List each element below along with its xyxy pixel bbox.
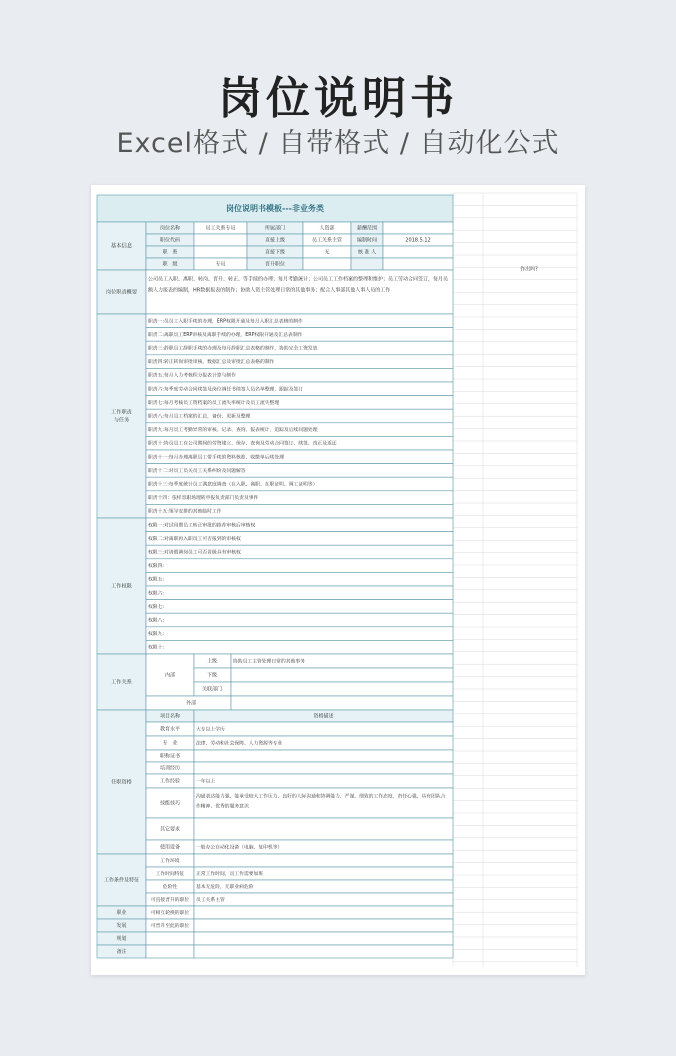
basic-info-cell: [383, 258, 453, 270]
basic-info-value: 2018.5.12: [405, 237, 431, 244]
basic-info-value: 员工关系专员: [205, 225, 236, 232]
footer-label: 备注: [116, 949, 127, 955]
basic-info-value: 晋升职位: [264, 261, 286, 268]
qual-name: 专 业: [162, 740, 178, 747]
duties-label: 与任务: [113, 417, 130, 424]
side-note: 作出吗?: [520, 266, 538, 273]
qual-desc: 一般办公自动化设备（电脑、复印机等）: [196, 845, 283, 851]
condition-name: 工作环境: [160, 859, 180, 864]
qual-desc: 一年以上: [196, 779, 216, 785]
relations-desc-cell: [231, 682, 453, 696]
duty-text: 职责四:转正转岗审批审核，数据汇总及审批汇总表格的制作: [148, 360, 275, 366]
authority-text: 权限九:: [148, 632, 165, 638]
relations-type: 关联部门: [201, 686, 223, 693]
basic-info-value: 直接下级: [264, 249, 286, 256]
basic-info-value: 人资部: [319, 225, 335, 232]
page-title: 岗位说明书: [218, 73, 458, 124]
duty-text: 职责十:协员员工在公司期间的劳资建立、保存、查询及劳动合同签订、续签、改正及返还: [148, 441, 337, 447]
condition-desc: 基本无危险，无职业病危险: [196, 885, 254, 890]
qual-name: 培训经历: [159, 765, 181, 772]
qual-desc: 作精神、优秀的服务意识: [196, 804, 249, 810]
condition-desc: 正常工作时间，员工作需要加班: [196, 872, 264, 877]
duty-text: 职责六:每季度劳动合同续签及岗位调任书续签人员名单整理，跟踪及签订: [148, 387, 304, 393]
qual-desc-cell: [194, 722, 453, 736]
basic-info-value: 员工关系主管: [311, 237, 343, 244]
hero-banner: [0, 0, 676, 170]
authority-text: 权限三:对请假调岗员工可否晋级具有审核权: [148, 550, 241, 556]
relations-desc: 协助员工主管处理日常的其他事务: [233, 659, 305, 665]
condition-name: 危险性: [162, 885, 178, 890]
footer-name-cell: [146, 932, 194, 945]
qual-desc: 法律、劳动和社会保障、人力资源等专业: [196, 741, 283, 747]
basic-info-value: 薪酬范围: [356, 225, 378, 232]
basic-info-cell: [383, 246, 453, 258]
condition-name: 工作时间特征: [155, 872, 185, 877]
basic-info-value: 职 级: [162, 261, 178, 268]
authority-text: 权限十:: [148, 645, 165, 651]
basic-info-value: 职位代码: [159, 237, 181, 244]
footer-name-cell: [146, 945, 194, 958]
relations-type: 上级: [206, 658, 218, 665]
duty-text: 职责一:员员工入职手续的办理，ERP权限开通及每月入职汇总表格的制作: [148, 319, 303, 325]
authority-row: [146, 559, 453, 573]
basic-info-cell: [351, 258, 383, 270]
duty-text: 职责三:辞职员工辞职手续的办理及每月辞职汇总表格的制作，协助完全工资发放: [148, 346, 318, 352]
page-subtitle: Excel格式 / 自带格式 / 自动化公式: [116, 128, 560, 159]
relations-external-desc: [231, 696, 453, 710]
basic-info-cell: [383, 222, 453, 234]
qual-desc-cell: [194, 818, 453, 840]
relations-type: 下级: [206, 672, 218, 679]
qual-name: 技能技巧: [159, 800, 181, 807]
authority-text: 权限四:: [148, 564, 165, 570]
footer-desc-cell: [194, 919, 453, 932]
qual-desc: 大专以上学历: [196, 727, 225, 733]
basic-info-value: 无: [324, 249, 330, 256]
relations-label: 工作关系: [111, 679, 132, 686]
authority-row: [146, 640, 453, 654]
qual-name: 其它要求: [159, 826, 181, 833]
qual-name: 教育水平: [159, 726, 181, 733]
condition-desc-cell: [194, 893, 453, 906]
authority-row: [146, 627, 453, 641]
basic-info-value: 编制时间: [356, 237, 378, 244]
qualifications-label: 任职资格: [111, 779, 132, 786]
authority-label: 工作权限: [111, 583, 132, 590]
qual-name: 使用设备: [159, 844, 181, 851]
qual-desc-cell: [194, 774, 453, 788]
footer-desc-cell: [194, 932, 453, 945]
duty-text: 职责十一:每月办理离职员工带手续的资料核准、收缴单后续处理: [148, 455, 284, 461]
basic-info-value: 岗位名称: [159, 225, 181, 232]
basic-info-cell: [194, 246, 247, 258]
footer-label: 发展: [116, 923, 127, 929]
duties-label: 工作职责: [111, 409, 132, 416]
authority-text: 权限二:对离职再入职员工可否报到的审核权: [148, 536, 241, 542]
basic-info-value: 职 系: [162, 249, 178, 256]
authority-row: [146, 600, 453, 614]
relations-external-label: 外部: [185, 700, 197, 707]
duty-text: 职责十二:对员工员关员工关系纠纷及问题解答: [148, 468, 246, 474]
qual-desc-cell: [194, 750, 453, 762]
duty-text: 职责五:每月人力考核积分报表计算与制作: [148, 373, 236, 379]
footer-label: 职业: [116, 910, 127, 916]
qual-desc-cell: [194, 788, 453, 818]
basic-info-cell: [303, 258, 351, 270]
footer-name: 可晋升至此的职位: [150, 924, 190, 929]
basic-info-label: 基本信息: [110, 243, 133, 250]
footer-desc-cell: [194, 906, 453, 919]
authority-row: [146, 586, 453, 600]
relations-internal-label: 内部: [164, 672, 176, 679]
overview-label: 岗位职责概要: [105, 289, 138, 296]
condition-desc: 员工关系主管: [196, 898, 225, 903]
basic-info-value: 所属部门: [264, 225, 286, 232]
sheet-title: 岗位说明书模板---非业务类: [226, 204, 324, 213]
basic-info-value: 核 准 人: [357, 249, 377, 256]
qual-head: 资格描述: [313, 713, 334, 720]
basic-info-value: 直接上级: [264, 237, 286, 244]
footer-label: 规划: [116, 936, 127, 942]
overview-text: 公司员工入职、离职、转岗、晋升、转正、等手续的办理；每月考勤统计；公司员工工作档案的整理和维护；员工劳动合同签订，每月员: [148, 276, 449, 283]
footer-desc-cell: [194, 945, 453, 958]
footer-name: 可相互轮换的职位: [150, 911, 190, 916]
authority-row: [146, 572, 453, 586]
condition-desc-cell: [194, 854, 453, 867]
duty-text: 职责九:每月员工考勤异常的审核、记录、查询、报表统计、追踪及后续问题处理: [148, 428, 318, 434]
condition-name: 可直接晋升的职位: [150, 898, 190, 903]
spreadsheet-grid: [91, 185, 585, 975]
spreadsheet-preview: [91, 185, 585, 975]
basic-info-cell: [194, 234, 247, 246]
duty-text: 职责十四：依样容职场理转申报负责部门负责及事件: [148, 496, 259, 502]
qual-name: 职称证书: [159, 753, 181, 760]
relations-desc-cell: [231, 668, 453, 682]
duty-text: 职责七:每月考核员工资档案的员工流失率统计及员工流失整理: [148, 400, 280, 406]
duty-text: 职责十五:领导安排的其他临时工作: [148, 509, 222, 515]
qual-head: 项目名称: [159, 713, 181, 720]
qual-desc: 沟通表达能力强、能承受较大工作压力、良好的人际沟通和协调能力、严谨、细致的工作态度，责任心强，具有团队合: [196, 794, 446, 800]
basic-info-value: 专员: [215, 261, 226, 268]
qual-name: 工作经验: [159, 778, 181, 785]
duties-label-cell: [97, 314, 146, 518]
duty-text: 职责十三:每季度统计员工满意度调查（在入职、离职、在职证明、调工证明等）: [148, 482, 318, 488]
authority-text: 权限七:: [148, 604, 165, 610]
qual-desc-cell: [194, 762, 453, 774]
overview-text: 额人力报表的编制，HR数据报表的制作；协助人资主管处理日常的其他事务；配合人事部其他人事人员的工作: [148, 287, 391, 294]
authority-text: 权限八:: [148, 618, 165, 624]
duty-text: 职责二:离职员工ERP审核及离职手续的办理，ERP权限开通及汇总表制作: [148, 332, 303, 338]
authority-text: 权限六:: [148, 591, 165, 597]
authority-text: 权限五:: [148, 577, 165, 583]
duty-text: 职责八:每月员工档案的汇总，备份、更新及整理: [148, 414, 251, 420]
authority-text: 权限一:对试用期员工转正审批的推荐审核后审核权: [148, 523, 256, 529]
authority-row: [146, 613, 453, 627]
conditions-label: 工作条件及特征: [103, 877, 140, 884]
